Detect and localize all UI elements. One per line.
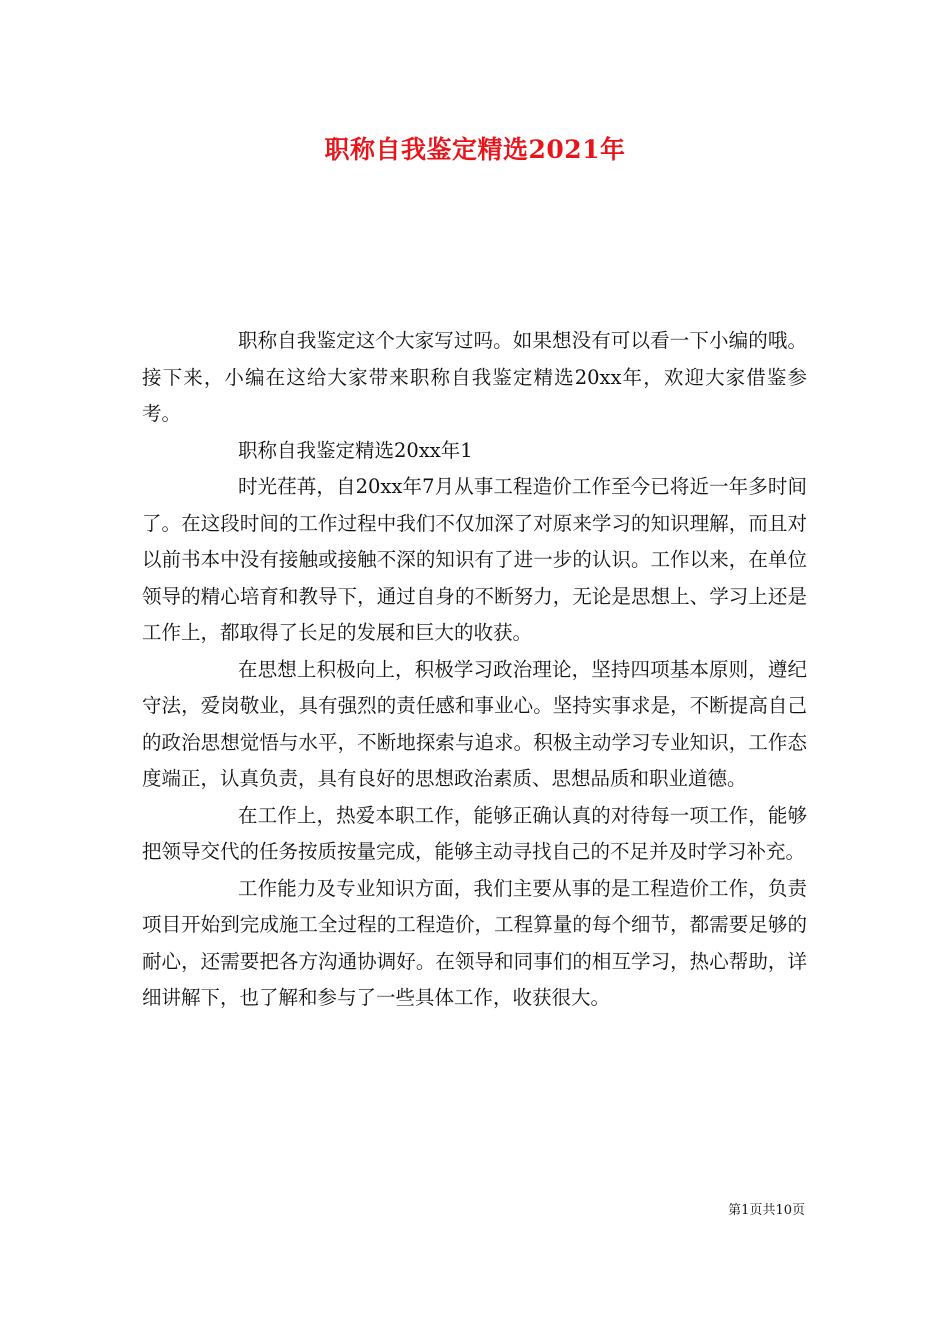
intro-paragraph: 职称自我鉴定这个大家写过吗。如果想没有可以看一下小编的哦。接下来，小编在这给大家带来职称自我鉴定精选20xx年，欢迎大家借鉴参考。 [142, 329, 807, 425]
document-title: 职称自我鉴定精选2021年 [324, 135, 626, 164]
section-heading: 职称自我鉴定精选20xx年1 [238, 438, 473, 462]
body-paragraph: 在思想上积极向上，积极学习政治理论，坚持四项基本原则，遵纪守法，爱岗敬业，具有强烈的责任感和事业心。坚持实事求是，不断提高自己的政治思想觉悟与水平，不断地探索与追求。积极主动学习专业知识，工作态度端正，认真负责，具有良好的思想政治素质、思想品质和职业道德。 [142, 657, 807, 790]
page-number-footer: 第1页共10页 [728, 1203, 805, 1218]
body-paragraph: 时光荏苒，自20xx年7月从事工程造价工作至今已将近一年多时间了。在这段时间的工作过程中我们不仅加深了对原来学习的知识理解，而且对以前书本中没有接触或接触不深的知识有了进一步的认识。工作以来，在单位领导的精心培育和教导下，通过自身的不断努力，无论是思想上、学习上还是工作上，都取得了长足的发展和巨大的收获。 [142, 475, 807, 644]
document-body [142, 323, 807, 1017]
body-paragraph: 在工作上，热爱本职工作，能够正确认真的对待每一项工作，能够把领导交代的任务按质按量完成，能够主动寻找自己的不足并及时学习补充。 [142, 803, 807, 863]
body-paragraph: 工作能力及专业知识方面，我们主要从事的是工程造价工作，负责项目开始到完成施工全过程的工程造价，工程算量的每个细节，都需要足够的耐心，还需要把各方沟通协调好。在领导和同事们的相互学习，热心帮助，详细讲解下，也了解和参与了一些具体工作，收获很大。 [142, 876, 807, 1009]
